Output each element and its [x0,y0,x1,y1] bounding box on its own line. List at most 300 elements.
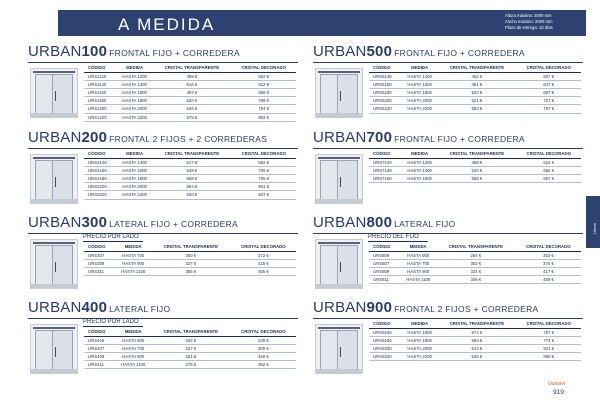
column-header: CRISTAL DECORADO [231,328,296,336]
table-cell: HASTA 2000 [402,344,438,352]
table-row [369,88,581,96]
table-cell: URS7120 [369,158,402,166]
price-table [369,243,581,284]
table-cell: 620 € [152,191,231,199]
shower-tray [316,284,362,288]
top-rail [318,327,360,329]
model-subtitle: FRONTAL FIJO + CORREDERA [109,48,240,58]
price-table [84,150,296,200]
model-name [313,214,392,231]
table-cell: HASTA 900 [400,267,435,275]
table-cell: 647 € [516,80,581,88]
model-name [313,129,392,146]
table-cell: HASTA 1100 [400,276,435,284]
table-row [369,353,581,361]
table-header-row [84,243,296,251]
table-row [369,166,581,174]
column-header: CRISTAL TRANSPARENTE [152,150,231,158]
table-cell: URS5220 [369,105,402,113]
table-cell: 655 € [516,166,581,174]
table-cell: HASTA 1800 [117,174,153,182]
table-row [84,97,296,105]
table-cell: URS5160 [369,80,402,88]
column-header: MEDIDA [402,150,438,158]
table-cell: 516 € [152,80,231,88]
table-cell: HASTA 1100 [115,361,150,369]
table-cell: 697 € [516,174,581,182]
table-row [84,174,296,182]
table-cell: 658 € [231,88,296,96]
table-cell: 847 € [231,191,296,199]
table-cell: 869 € [516,353,581,361]
column-header: CRISTAL TRANSPARENTE [437,150,516,158]
table-header-row [369,243,581,251]
table-cell: HASTA 1600 [402,174,438,182]
section-title [28,215,298,232]
table-cell: URS2220 [84,191,117,199]
spec-item: Ancho máximo: 2000 mm [505,19,553,24]
table-cell: HASTA 1600 [402,328,438,336]
table-header-row [369,64,581,72]
table-row [369,267,581,275]
table-cell: 302 € [436,259,516,267]
table-cell: 802 € [231,113,296,121]
spec-item: Altura máxima: 2000 mm [505,13,552,18]
section-title [313,215,583,232]
price-label: PRECIO POR LADO [83,234,139,240]
table-cell: URS1220 [84,113,117,121]
model-number: 800 [366,214,393,231]
table-cell: URS1160 [84,88,117,96]
table-cell: 352 € [516,251,581,259]
section-divider [28,148,298,149]
table-cell: 575 € [152,113,231,121]
model-name [313,43,392,60]
model-subtitle: FRONTAL 2 FIJOS + 2 CORREDERAS [109,134,268,144]
table-cell: 767 € [516,105,581,113]
column-header: CÓDIGO [369,320,402,328]
table-row [84,352,296,360]
column-header: CRISTAL TRANSPARENTE [437,320,516,328]
table-cell: 727 € [516,97,581,105]
table-cell: HASTA 900 [115,259,150,267]
column-header: MEDIDA [117,64,153,72]
column-header: CRISTAL TRANSPARENTE [437,64,516,72]
table-cell: 521 € [437,97,516,105]
table-cell: 553 € [437,105,516,113]
column-header: CRISTAL TRANSPARENTE [151,328,231,336]
section-title [28,44,298,61]
model-prefix: URBAN [313,299,367,316]
shower-enclosure-illustration [315,324,363,374]
table-cell: 546 € [152,105,231,113]
column-header: MEDIDA [402,320,438,328]
table-cell: 417 € [516,267,581,275]
shower-enclosure-illustration [315,154,363,204]
column-header: CRISTAL DECORADO [516,320,581,328]
table-cell: 251 € [151,352,231,360]
table-cell: 614 € [437,344,516,352]
table-cell: URS5200 [369,97,402,105]
table-cell: 593 € [437,336,516,344]
table-cell: 498 € [152,72,231,80]
column-header: CÓDIGO [84,328,115,336]
table-cell: HASTA 2200 [117,113,153,121]
table-cell: 652 € [231,158,296,166]
table-row [84,259,296,267]
brand-logo: Gustavi [548,381,565,387]
specs-list [505,13,553,31]
table-row [84,267,296,275]
section-urban-500 [313,43,583,112]
table-cell: 202 € [151,336,231,344]
table-cell: URS1120 [84,72,117,80]
model-number: 200 [81,129,108,146]
table-cell: 466 € [231,267,296,275]
table-cell: HASTA 900 [400,251,435,259]
table-cell: 706 € [231,166,296,174]
table-cell: HASTA 1600 [117,166,153,174]
table-cell: URS9200 [369,344,402,352]
model-name [28,129,107,146]
page-number: 919 [553,389,564,396]
top-rail [33,71,75,73]
table-cell: 372 € [231,251,296,259]
table-cell: HASTA 2200 [402,105,438,113]
table-row [84,158,296,166]
table-cell: HASTA 2200 [117,191,153,199]
table-row [84,361,296,369]
price-table [369,320,581,361]
shower-enclosure-illustration [315,239,363,289]
section-title [313,130,583,147]
column-header: CÓDIGO [84,64,117,72]
table-cell: 227 € [151,344,231,352]
price-table [369,150,581,183]
table-cell: URS311 [84,267,115,275]
column-header: CRISTAL DECORADO [516,64,581,72]
model-name [28,214,107,231]
door-handle [340,347,341,357]
table-cell: 276 € [151,361,231,369]
model-number: 300 [81,214,108,231]
column-header: CRISTAL TRANSPARENTE [152,64,231,72]
column-header: CÓDIGO [369,64,402,72]
section-title [28,300,298,317]
table-cell: HASTA 2000 [117,105,153,113]
table-cell: 520 € [437,166,516,174]
table-cell: HASTA 1600 [117,88,153,96]
table-cell: URS409 [84,352,115,360]
table-cell: 502 € [437,88,516,96]
table-row [369,80,581,88]
table-cell: 300 € [151,251,231,259]
column-header: MEDIDA [400,243,435,251]
table-cell: 562 € [231,72,296,80]
column-header: CRISTAL TRANSPARENTE [151,243,231,251]
section-title [28,130,298,147]
table-cell: URS807 [369,259,400,267]
section-urban-400 [28,299,298,368]
column-header: CRISTAL DECORADO [231,150,296,158]
table-cell: URS307 [84,251,115,259]
shower-tray [316,199,362,203]
section-urban-800 [313,214,583,283]
table-row [84,80,296,88]
model-subtitle: FRONTAL FIJO + CORREDERA [394,134,525,144]
section-divider [313,148,583,149]
table-cell: HASTA 700 [115,251,150,259]
table-cell: HASTA 1400 [117,80,153,88]
table-cell: URS2180 [84,174,117,182]
price-label: PRECIO DEL FIJO [368,234,419,240]
table-cell: 754 € [231,105,296,113]
model-number: 900 [366,299,393,316]
table-header-row [369,320,581,328]
table-cell: 755 € [231,174,296,182]
table-cell: 774 € [516,336,581,344]
table-cell: URS1140 [84,80,117,88]
model-prefix: URBAN [28,129,82,146]
section-urban-100 [28,43,298,120]
top-rail [318,242,360,244]
table-cell: URS2200 [84,183,117,191]
table-cell: URS9180 [369,336,402,344]
column-header: CÓDIGO [369,150,402,158]
table-cell: URS309 [84,259,115,267]
table-row [369,97,581,105]
shower-enclosure-illustration [30,324,78,374]
table-row [84,191,296,199]
table-cell: 636 € [437,353,516,361]
table-cell: 612 € [516,158,581,166]
table-row [369,158,581,166]
column-header: CRISTAL DECORADO [516,243,581,251]
table-cell: HASTA 2000 [117,183,153,191]
model-prefix: URBAN [313,43,367,60]
shower-tray [31,369,77,373]
table-row [84,251,296,259]
price-table [84,64,296,122]
table-row [369,328,581,336]
shower-enclosure-illustration [30,239,78,289]
table-cell: HASTA 1400 [402,166,438,174]
table-cell: 757 € [516,328,581,336]
table-cell: 520 € [152,97,231,105]
model-name [28,299,107,316]
table-cell: 239 € [231,336,296,344]
page-title: A MEDIDA [118,15,216,34]
section-divider [28,318,298,319]
table-header-row [84,64,296,72]
table-cell: HASTA 1100 [115,267,150,275]
door-handle [340,262,341,272]
table-cell: HASTA 1400 [117,158,153,166]
table-cell: 574 € [437,328,516,336]
spec-item: Plazo de entrega: 15 días [505,25,553,30]
table-row [369,72,581,80]
table-cell: HASTA 700 [115,344,150,352]
table-cell: 346 € [231,352,296,360]
column-header: CRISTAL DECORADO [231,64,296,72]
table-cell: URS9220 [369,353,402,361]
section-divider [313,318,583,319]
table-cell: HASTA 1600 [402,80,438,88]
model-prefix: URBAN [28,214,82,231]
column-header: CÓDIGO [84,243,115,251]
shower-enclosure-illustration [30,68,78,118]
table-cell: URS811 [369,276,400,284]
model-number: 700 [366,129,393,146]
section-divider [313,233,583,234]
model-prefix: URBAN [313,129,367,146]
section-divider [313,62,583,63]
table-cell: 481 € [437,80,516,88]
column-header: MEDIDA [115,243,150,251]
column-header: CRISTAL DECORADO [231,243,296,251]
shower-enclosure-illustration [30,154,78,204]
table-cell: URS405 [84,336,115,344]
table-row [369,276,581,284]
section-title [313,300,583,317]
table-cell: HASTA 1200 [402,158,438,166]
top-rail [318,71,360,73]
table-cell: 346 € [436,276,516,284]
table-cell: HASTA 2000 [402,97,438,105]
table-row [84,105,296,113]
table-cell: 462 € [437,72,516,80]
column-header: MEDIDA [115,328,150,336]
model-subtitle: LATERAL FIJO + CORREDERA [109,219,238,229]
shower-tray [31,199,77,203]
price-label-underline [83,326,143,327]
table-cell: 300 € [231,344,296,352]
table-cell: 801 € [231,183,296,191]
column-header: CÓDIGO [84,150,117,158]
table-cell: 612 € [231,80,296,88]
table-cell: HASTA 1800 [402,336,438,344]
table-cell: HASTA 1800 [402,88,438,96]
model-subtitle: FRONTAL 2 FIJOS + CORREDERA [394,304,539,314]
table-cell: URS9160 [369,328,402,336]
table-cell: HASTA 2200 [402,353,438,361]
model-subtitle: FRONTAL FIJO + CORREDERA [394,48,525,58]
price-table [84,328,296,369]
table-cell: URS5180 [369,88,402,96]
table-cell: 488 € [437,158,516,166]
table-cell: 493 € [152,88,231,96]
table-cell: HASTA 700 [400,259,435,267]
table-row [369,105,581,113]
price-label-underline [368,241,428,242]
model-number: 500 [366,43,393,60]
table-row [84,88,296,96]
table-cell: URS5140 [369,72,402,80]
column-header: CÓDIGO [369,243,400,251]
table-cell: 459 € [516,276,581,284]
table-header-row [369,150,581,158]
table-cell: URS1180 [84,97,117,105]
table-row [369,344,581,352]
door-handle [340,177,341,187]
table-cell: HASTA 1200 [117,72,153,80]
model-subtitle: LATERAL FIJO [109,304,171,314]
table-cell: 324 € [436,267,516,275]
table-cell: URS411 [84,361,115,369]
price-label-underline [83,241,143,242]
door-handle [55,262,56,272]
section-urban-700 [313,129,583,182]
table-cell: 327 € [151,259,231,267]
door-handle [340,91,341,101]
shower-tray [316,369,362,373]
table-cell: HASTA 1800 [117,97,153,105]
table-row [84,344,296,352]
section-urban-300 [28,214,298,275]
model-prefix: URBAN [313,214,367,231]
column-header: MEDIDA [402,64,438,72]
table-cell: 568 € [152,174,231,182]
section-urban-900 [313,299,583,360]
top-rail [33,327,75,329]
model-number: 100 [81,43,108,60]
table-cell: HASTA 900 [115,352,150,360]
model-name [313,299,392,316]
table-cell: 706 € [231,97,296,105]
table-cell: 284 € [436,251,516,259]
table-cell: URS7160 [369,174,402,182]
table-cell: HASTA 500 [115,336,150,344]
top-rail [33,157,75,159]
table-header-row [84,150,296,158]
table-row [84,113,296,121]
table-cell: 594 € [152,183,231,191]
table-header-row [84,328,296,336]
price-table [84,243,296,276]
table-row [369,336,581,344]
table-cell: 687 € [516,88,581,96]
table-cell: URS2160 [84,166,117,174]
column-header: CRISTAL TRANSPARENTE [436,243,516,251]
model-subtitle: LATERAL FIJO [394,219,456,229]
price-table [369,64,581,114]
shower-tray [316,113,362,117]
shower-tray [31,284,77,288]
section-title [313,44,583,61]
section-urban-200 [28,129,298,198]
table-cell: URS407 [84,344,115,352]
table-cell: HASTA 1400 [402,72,438,80]
price-label: PRECIO POR LADO [83,319,139,325]
table-cell: 517 € [152,158,231,166]
section-divider [28,233,298,234]
model-name [28,43,107,60]
table-row [84,336,296,344]
side-tab [586,196,600,248]
table-cell: 821 € [516,344,581,352]
shower-tray [31,113,77,117]
column-header: CRISTAL DECORADO [516,150,581,158]
table-cell: 549 € [152,166,231,174]
door-handle [55,177,56,187]
table-row [369,259,581,267]
table-row [84,72,296,80]
table-cell: 555 € [437,174,516,182]
model-prefix: URBAN [28,43,82,60]
table-cell: 607 € [516,72,581,80]
table-cell: 420 € [231,259,296,267]
door-handle [55,91,56,101]
